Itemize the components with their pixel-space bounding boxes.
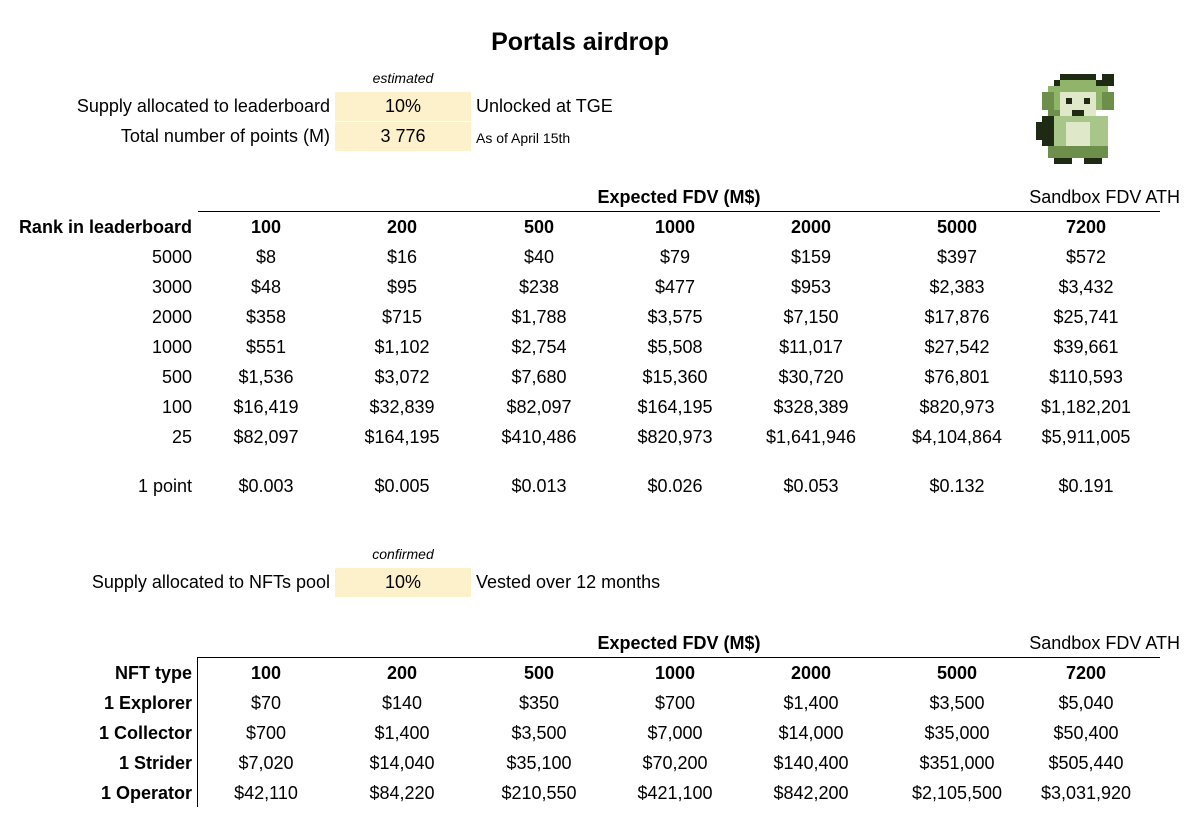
table-cell: $84,220 (369, 783, 435, 803)
table-cell: $7,020 (238, 753, 294, 773)
supply-nft-note: Vested over 12 months (476, 572, 661, 592)
table-cell: $7,150 (783, 307, 839, 327)
table-cell: $4,104,864 (911, 427, 1003, 447)
table-cell: $351,000 (919, 753, 995, 773)
nft-type-label: 1 Collector (98, 723, 192, 743)
table-cell: $1,400 (374, 723, 430, 743)
nft-type-label: 1 Explorer (103, 693, 192, 713)
table-cell: $30,720 (778, 367, 844, 387)
table-cell: $35,100 (506, 753, 572, 773)
table-cell: $700 (654, 693, 696, 713)
table-cell: $16,419 (233, 397, 299, 417)
nft-type-label: 1 Operator (100, 783, 192, 803)
table-cell: $700 (245, 723, 287, 743)
table-row (0, 302, 1200, 332)
rank-label: 5000 (151, 247, 192, 267)
table-cell: $76,801 (924, 367, 990, 387)
nft-header-row (0, 658, 1200, 688)
table-cell: $3,031,920 (1040, 783, 1132, 803)
fdv-column-header: 100 (250, 217, 282, 237)
rank-label: 1000 (151, 337, 192, 357)
fdv-column-header: 1000 (654, 663, 696, 683)
table-cell: $505,440 (1048, 753, 1124, 773)
table-cell: $0.003 (238, 476, 294, 496)
table-cell: $820,973 (919, 397, 995, 417)
table-cell: $95 (386, 277, 418, 297)
table-row (0, 718, 1200, 748)
fdv-column-header: 500 (523, 663, 555, 683)
table-cell: $50,400 (1053, 723, 1119, 743)
table-cell: $35,000 (924, 723, 990, 743)
table-row (0, 242, 1200, 272)
table-cell: $572 (1065, 247, 1107, 267)
fdv-column-header: 2000 (790, 663, 832, 683)
table-cell: $164,195 (364, 427, 440, 447)
leaderboard-sandbox-header: Sandbox FDV ATH (1029, 187, 1180, 207)
table-cell: $5,911,005 (1041, 427, 1131, 447)
leaderboard-header-row (0, 212, 1200, 242)
fdv-column-header: 1000 (654, 217, 696, 237)
fdv-column-header: 2000 (790, 217, 832, 237)
table-cell: $0.013 (511, 476, 567, 496)
rank-label: 2000 (151, 307, 192, 327)
table-cell: $70 (250, 693, 282, 713)
table-cell: $27,542 (924, 337, 990, 357)
table-cell: $350 (518, 693, 560, 713)
table-cell: $328,389 (773, 397, 849, 417)
nft-type-header: NFT type (114, 663, 192, 683)
table-cell: $551 (245, 337, 287, 357)
table-cell: $79 (659, 247, 691, 267)
fdv-column-header: 5000 (936, 217, 978, 237)
table-cell: $3,432 (1058, 277, 1114, 297)
points-note: As of April 15th (476, 130, 571, 146)
table-cell: $110,593 (1049, 367, 1123, 387)
fdv-column-header: 500 (523, 217, 555, 237)
table-row (0, 332, 1200, 362)
fdv-column-header: 5000 (936, 663, 978, 683)
table-row (0, 748, 1200, 778)
nft-type-label: 1 Strider (118, 753, 192, 773)
monkey-avatar-icon (1030, 68, 1126, 164)
nft-fdv-header: Expected FDV (M$) (597, 633, 761, 653)
table-cell: $164,195 (637, 397, 713, 417)
table-cell: $820,973 (637, 427, 713, 447)
rank-label: 500 (161, 367, 192, 387)
leaderboard-fdv-header: Expected FDV (M$) (597, 187, 761, 207)
table-cell: $2,383 (929, 277, 985, 297)
table-row (0, 778, 1200, 808)
estimated-note: estimated (372, 70, 434, 86)
table-cell: $40 (523, 247, 555, 267)
table-cell: $397 (936, 247, 978, 267)
rank-label: 3000 (151, 277, 192, 297)
point-label: 1 point (137, 476, 192, 496)
fdv-column-header: 100 (250, 663, 282, 683)
table-cell: $238 (518, 277, 560, 297)
table-cell: $1,536 (238, 367, 294, 387)
rank-header: Rank in leaderboard (18, 217, 192, 237)
table-cell: $715 (381, 307, 423, 327)
table-row (0, 392, 1200, 422)
table-row (0, 362, 1200, 392)
nft-sandbox-header: Sandbox FDV ATH (1029, 633, 1180, 653)
table-cell: $48 (250, 277, 282, 297)
table-cell: $82,097 (506, 397, 572, 417)
table-cell: $2,105,500 (911, 783, 1003, 803)
table-cell: $14,040 (369, 753, 435, 773)
table-cell: $8 (255, 247, 277, 267)
table-cell: $210,550 (501, 783, 577, 803)
table-row (0, 688, 1200, 718)
table-cell: $11,017 (779, 337, 843, 357)
table-cell: $410,486 (501, 427, 577, 447)
table-cell: $842,200 (773, 783, 849, 803)
table-cell: $953 (790, 277, 832, 297)
table-cell: $7,000 (647, 723, 703, 743)
table-cell: $82,097 (233, 427, 299, 447)
fdv-column-header: 7200 (1065, 663, 1107, 683)
table-cell: $5,040 (1058, 693, 1114, 713)
table-row (0, 422, 1200, 452)
table-cell: $159 (790, 247, 832, 267)
supply-leaderboard-label: Supply allocated to leaderboard (76, 96, 330, 116)
fdv-column-header: 200 (386, 217, 418, 237)
table-cell: $7,680 (511, 367, 567, 387)
table-cell: $39,661 (1053, 337, 1119, 357)
table-cell: $14,000 (778, 723, 844, 743)
table-cell: $3,500 (929, 693, 985, 713)
fdv-column-header: 7200 (1065, 217, 1107, 237)
table-cell: $3,575 (647, 307, 703, 327)
table-cell: $3,500 (511, 723, 567, 743)
table-cell: $0.053 (783, 476, 839, 496)
table-cell: $1,102 (374, 337, 430, 357)
table-cell: $358 (245, 307, 287, 327)
supply-nft-label: Supply allocated to NFTs pool (91, 572, 330, 592)
table-cell: $17,876 (924, 307, 990, 327)
table-cell: $1,400 (783, 693, 839, 713)
table-cell: $477 (654, 277, 696, 297)
table-cell: $1,641,946 (765, 427, 857, 447)
page-title: Portals airdrop (491, 28, 669, 56)
table-cell: $15,360 (642, 367, 708, 387)
table-cell: $16 (386, 247, 418, 267)
table-cell: $0.191 (1058, 476, 1114, 496)
table-cell: $70,200 (642, 753, 708, 773)
fdv-column-header: 200 (386, 663, 418, 683)
points-value[interactable]: 3 776 (335, 122, 471, 151)
rank-label: 100 (161, 397, 192, 417)
table-row (0, 272, 1200, 302)
points-label: Total number of points (M) (120, 126, 330, 146)
supply-nft-value[interactable]: 10% (335, 568, 471, 597)
point-value-row (0, 471, 1200, 501)
table-cell: $421,100 (637, 783, 713, 803)
table-cell: $1,182,201 (1040, 397, 1132, 417)
supply-leaderboard-note: Unlocked at TGE (476, 96, 613, 116)
table-cell: $5,508 (647, 337, 703, 357)
table-cell: $0.026 (647, 476, 703, 496)
table-cell: $25,741 (1053, 307, 1119, 327)
rank-label: 25 (171, 427, 192, 447)
confirmed-note: confirmed (372, 546, 434, 562)
table-cell: $1,788 (511, 307, 567, 327)
table-cell: $32,839 (369, 397, 435, 417)
supply-leaderboard-value[interactable]: 10% (335, 92, 471, 121)
table-cell: $0.005 (374, 476, 430, 496)
table-cell: $140,400 (773, 753, 849, 773)
table-cell: $140 (381, 693, 423, 713)
table-cell: $0.132 (929, 476, 985, 496)
table-cell: $3,072 (374, 367, 430, 387)
table-cell: $2,754 (511, 337, 567, 357)
table-cell: $42,110 (234, 783, 298, 803)
